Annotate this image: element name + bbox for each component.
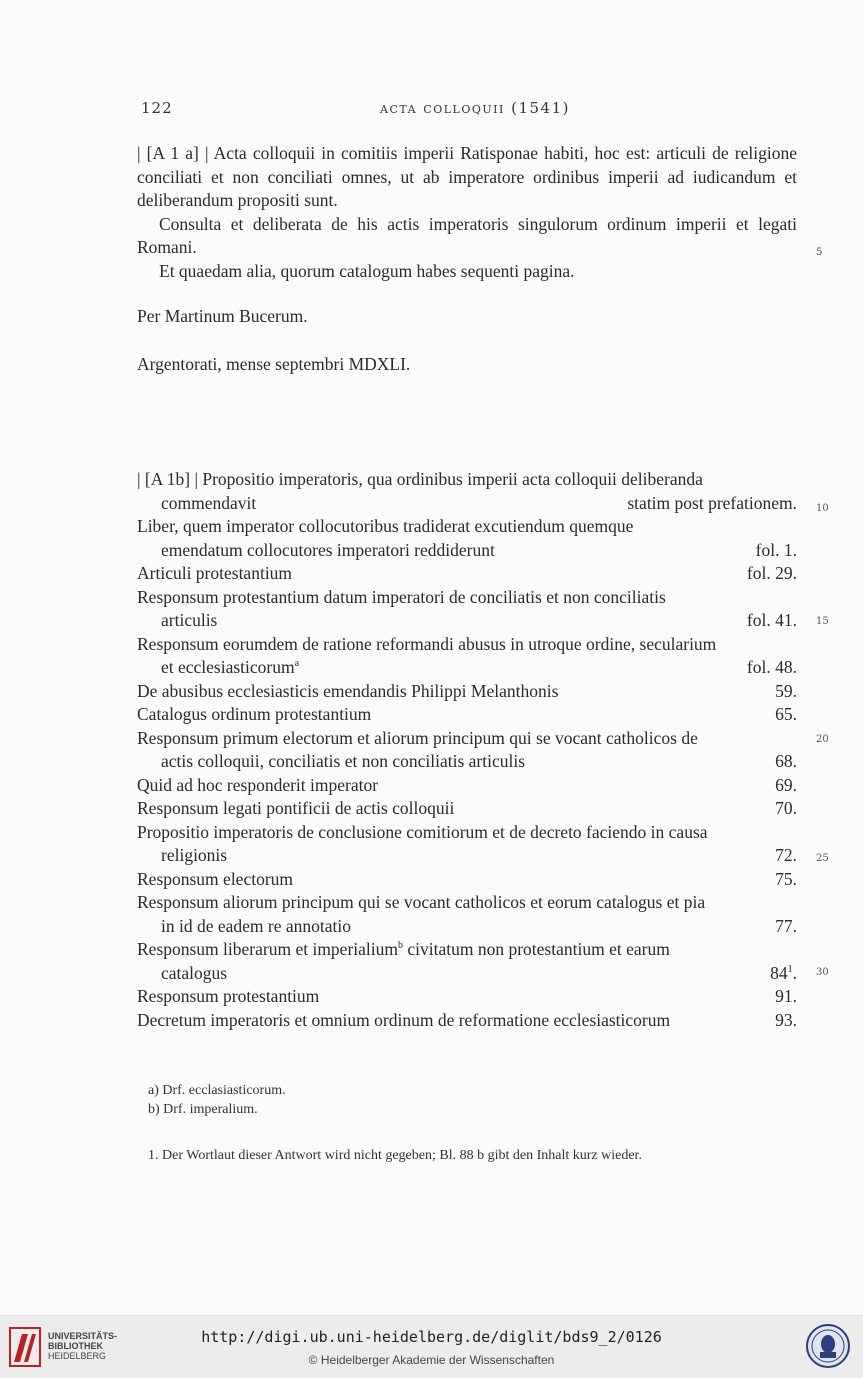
toc-entry xyxy=(137,774,797,798)
toc-entry xyxy=(137,985,797,1009)
toc-entry xyxy=(137,938,797,985)
toc-entry-text: Responsum primum electorum et aliorum principum qui se vocant catholicos de actis colloquii, conciliatis et non conciliatis articulis xyxy=(137,727,698,771)
intro-paragraph-3: Et quaedam alia, quorum catalogum habes sequenti pagina. xyxy=(159,260,575,281)
toc-entry xyxy=(137,797,797,821)
toc-entry-page-ref: 68. xyxy=(775,751,797,771)
toc-entry-text: Responsum legati pontificii de actis colloquii xyxy=(137,798,455,818)
textual-note: b) Drf. imperalium. xyxy=(148,1102,258,1117)
line-number: 25 xyxy=(816,853,829,864)
toc-entry-text: Propositio imperatoris de conclusione comitiorum et de decreto faciendo in causa religionis xyxy=(137,821,708,865)
textual-note: a) Drf. ecclasiasticorum. xyxy=(148,1083,286,1098)
page-number: 122 xyxy=(141,99,173,117)
footnote-marker: 1 xyxy=(787,963,793,975)
toc-entry-text: Quid ad hoc responderit imperator xyxy=(137,774,379,795)
toc-entry xyxy=(137,1009,797,1033)
toc-entry-text: Responsum eorumdem de ratione reformandi abusus in utroque ordine, secularium et ecclesiasticorum$^a$ xyxy=(137,633,717,677)
toc-entry-text: Liber, quem imperator collocutoribus tradiderat excutiendum quemque emendatum collocutores imperatori reddiderunt xyxy=(137,516,634,560)
toc-heading xyxy=(137,468,797,515)
line-number: 10 xyxy=(816,503,829,514)
copyright-text: © Heidelberger Akademie der Wissenschaften xyxy=(308,1353,555,1367)
toc-entry-text: Articuli protestantium xyxy=(137,563,293,583)
intro-block xyxy=(137,142,797,283)
toc-entry-text: Responsum aliorum principum qui se vocant catholicos et eorum catalogus et pia in id de eadem re annotatio xyxy=(137,892,706,936)
toc-entry-text: Catalogus ordinum protestantium xyxy=(137,704,372,724)
toc-entry xyxy=(137,703,797,727)
toc-entry xyxy=(137,586,797,633)
toc-entry xyxy=(137,868,797,892)
toc-entry-text: Decretum imperatoris et omnium ordinum de reformatione ecclesiasticorum xyxy=(137,1009,671,1030)
textual-notes xyxy=(148,1081,286,1119)
toc-list xyxy=(137,515,797,1032)
toc-entry xyxy=(137,891,797,938)
table-of-contents xyxy=(137,468,797,1032)
toc-entry-page-ref: 70. xyxy=(775,798,797,818)
toc-entry-page-ref: 72. xyxy=(775,845,797,865)
toc-entry xyxy=(137,821,797,868)
note-marker: b xyxy=(398,940,403,952)
running-title: acta colloquii (1541) xyxy=(380,99,570,117)
toc-entry xyxy=(137,727,797,774)
toc-entry xyxy=(137,515,797,562)
toc-entry-text: Responsum protestantium datum imperatori de conciliatis et non conciliatis articulis xyxy=(137,586,666,630)
toc-entry-text: Responsum protestantium xyxy=(137,986,320,1006)
place-date-line: Argentorati, mense septembri MDXLI. xyxy=(137,354,411,374)
note-marker: a xyxy=(294,658,300,670)
author-line: Per Martinum Bucerum. xyxy=(137,306,308,326)
line-number: 5 xyxy=(816,247,823,258)
toc-entry-page-ref: fol. 29. xyxy=(746,563,797,583)
library-name: UNIVERSITÄTS- BIBLIOTHEK HEIDELBERG xyxy=(48,1331,118,1361)
toc-entry-page-ref: 91. xyxy=(775,986,797,1006)
toc-entry-page-ref: 77. xyxy=(775,915,797,936)
viewer-footer xyxy=(0,1315,863,1378)
toc-entry-page-ref: 69. xyxy=(775,774,797,795)
toc-entry-text: Responsum electorum xyxy=(137,868,294,889)
intro-paragraph-1: | [A 1 a] | Acta colloquii in comitiis imperii Ratisponae habiti, hoc est: articuli de religione conciliati et non conciliati omnes, ut ab imperatore ordinibus imperii ad iudicandum et deliberandum propositi sunt. xyxy=(137,143,797,210)
footnote: 1. Der Wortlaut dieser Antwort wird nicht gegeben; Bl. 88 b gibt den Inhalt kurz wieder. xyxy=(148,1148,642,1163)
toc-heading-text: | [A 1b] | Propositio imperatoris, qua ordinibus imperii acta colloquii deliberanda commendavit xyxy=(137,469,703,513)
toc-entry-page-ref: 65. xyxy=(775,704,797,724)
toc-entry-page-ref: fol. 48. xyxy=(746,657,797,677)
academy-seal-icon xyxy=(805,1323,851,1369)
toc-entry xyxy=(137,633,797,680)
toc-entry xyxy=(137,680,797,704)
toc-entry-page-ref: 75. xyxy=(775,868,797,889)
document-url-link[interactable]: http://digi.ub.uni-heidelberg.de/diglit/bds9_2/0126 xyxy=(201,1328,662,1346)
toc-entry-page-ref: $84^1$. xyxy=(770,962,797,983)
line-number: 15 xyxy=(816,616,829,627)
line-number: 20 xyxy=(816,734,829,745)
toc-entry-page-ref: 59. xyxy=(775,680,797,701)
toc-entry xyxy=(137,562,797,586)
line-number: 30 xyxy=(816,967,829,978)
toc-entry-text: Responsum liberarum et imperialium$^b$ civitatum non protestantium et earum catalogus xyxy=(137,939,670,983)
toc-entry-page-ref: fol. 41. xyxy=(746,610,797,630)
toc-heading-ref: statim post prefationem. xyxy=(627,492,797,513)
toc-entry-text: De abusibus ecclesiasticis emendandis Philippi Melanthonis xyxy=(137,680,559,701)
toc-entry-page-ref: 93. xyxy=(775,1009,797,1030)
toc-entry-page-ref: fol. 1. xyxy=(755,539,797,560)
intro-paragraph-2: Consulta et deliberata de his actis imperatoris singulorum ordinum imperii et legati Romani. xyxy=(137,213,797,257)
